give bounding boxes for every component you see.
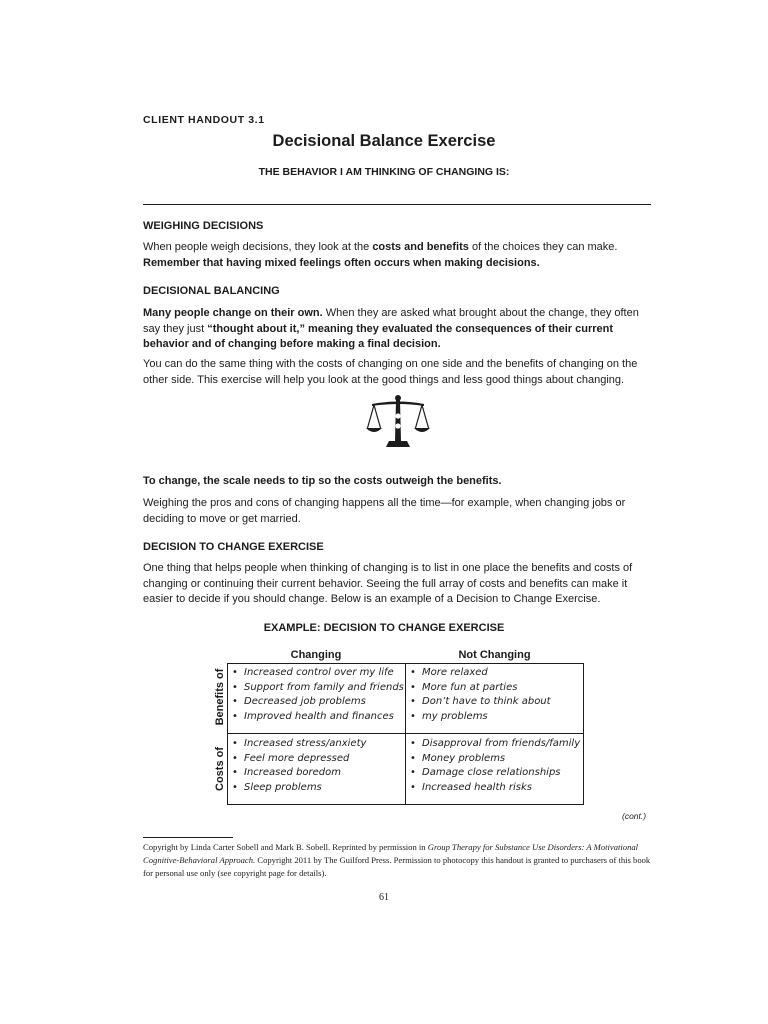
list-item-continuation (409, 710, 551, 725)
bold-span: “thought about it,” meaning they evaluated the consequences of their current behavior and of changing before making a final decision. (143, 322, 614, 350)
example-title: EXAMPLE: DECISION TO CHANGE EXERCISE (263, 622, 505, 634)
balancing-paragraph-2: You can do the same thing with the costs of changing on one side and the benefits of changing on the other side. This exercise will help you look at the good things and less good things about changing. (143, 358, 638, 386)
page-number: 61 (379, 892, 389, 903)
row-label-benefits: Benefits of (214, 668, 226, 726)
balance-scale-icon (366, 394, 430, 454)
text-span: of the choices they can make. (468, 241, 618, 253)
table-divider (405, 664, 406, 804)
cell-costs-not-changing (409, 737, 580, 795)
list-item: • Feel more depressed (231, 752, 366, 767)
decision-example-table (227, 663, 584, 805)
copyright-notice (143, 841, 655, 881)
behavior-write-in-line (143, 204, 651, 205)
list-item: • Don’t have to think about (409, 695, 551, 710)
list-item: • Decreased job problems (231, 695, 404, 710)
handout-label: CLIENT HANDOUT 3.1 (143, 114, 265, 126)
text-span: Copyright 2011 by The Guilford Press. Permission to photocopy this handout is granted to purchasers of this book for personal use only (see copyright page for details). (143, 855, 651, 879)
list-item: • Disapproval from friends/family (409, 737, 580, 752)
list-item: • Increased stress/anxiety (231, 737, 366, 752)
bold-span: costs and benefits (372, 241, 469, 253)
text-span: my problems (422, 710, 488, 722)
column-header-not-changing: Not Changing (458, 649, 531, 661)
balancing-heading: DECISIONAL BALANCING (143, 285, 280, 297)
page-title: Decisional Balance Exercise (272, 132, 496, 150)
row-label-costs: Costs of (214, 747, 226, 791)
list-item: • More relaxed (409, 666, 551, 681)
cell-benefits-changing (231, 666, 404, 724)
list-item: • Sleep problems (231, 781, 366, 796)
cell-costs-changing (231, 737, 366, 795)
continued-note: (cont.) (622, 811, 647, 821)
balancing-paragraph-1 (143, 306, 653, 353)
cell-benefits-not-changing (409, 666, 551, 724)
text-span: When they are asked what brought about the change, they often say they just (143, 307, 639, 335)
list-item: • Support from family and friends (231, 681, 404, 696)
balancing-paragraph-4: Weighing the pros and cons of changing happens all the time—for example, when changing jobs or deciding to move or get married. (143, 497, 626, 525)
list-item: • Increased control over my life (231, 666, 404, 681)
list-item: • Increased health risks (409, 781, 580, 796)
decision-heading: DECISION TO CHANGE EXERCISE (143, 541, 324, 553)
decision-paragraph: One thing that helps people when thinking of changing is to list in one place the benefits and costs of changing or continuing their current behavior. Seeing the full array of costs and benefits can make it easier to decide if you should change. Below is an example of a Decision to Change Exercise. (143, 562, 633, 605)
weighing-heading: WEIGHING DECISIONS (143, 220, 264, 232)
footnote-rule (143, 837, 233, 838)
book-title: Group Therapy for Substance Use Disorders: A Motivational Cognitive-Behavioral Approach. (143, 842, 639, 866)
list-item: • Money problems (409, 752, 580, 767)
bold-span: To change, the scale needs to tip so the costs outweigh the benefits. (143, 475, 502, 487)
text-span: Copyright by Linda Carter Sobell and Mark B. Sobell. Reprinted by permission in (143, 842, 428, 852)
bold-span: Many people change on their own. (143, 307, 323, 319)
weighing-paragraph (143, 240, 653, 271)
list-item: • Damage close relationships (409, 766, 580, 781)
table-divider (228, 733, 583, 734)
list-item: • More fun at parties (409, 681, 551, 696)
bold-span: Remember that having mixed feelings often occurs when making decisions. (143, 256, 540, 269)
text-span: When people weigh decisions, they look at the (143, 241, 373, 253)
behavior-prompt: THE BEHAVIOR I AM THINKING OF CHANGING IS: (258, 166, 510, 178)
list-item: • Increased boredom (231, 766, 366, 781)
list-item: • Improved health and finances (231, 710, 404, 725)
balancing-paragraph-3 (143, 474, 653, 490)
column-header-changing: Changing (290, 649, 342, 661)
